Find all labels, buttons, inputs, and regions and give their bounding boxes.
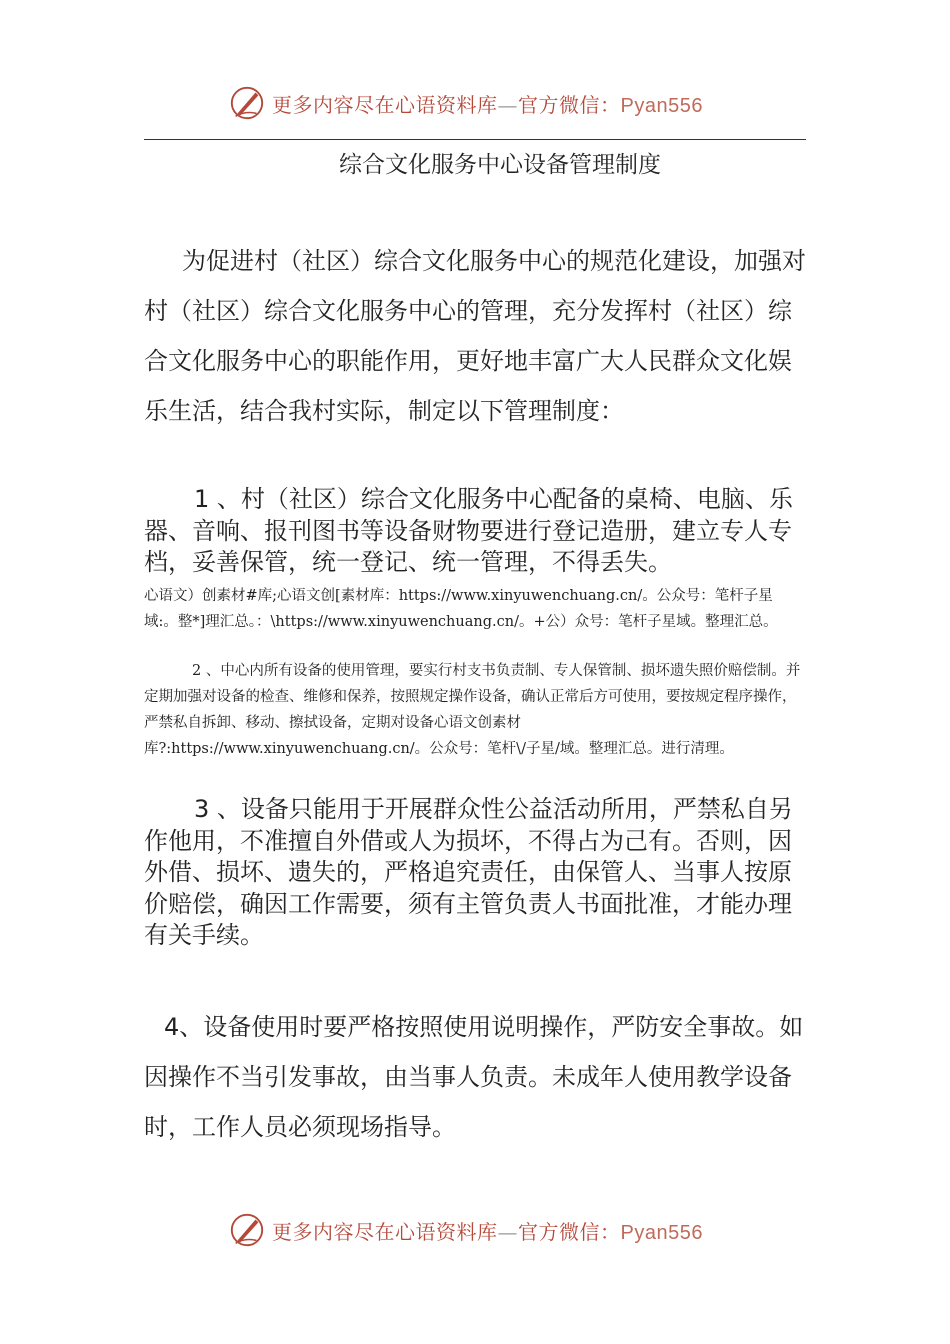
item-1-paragraph: 1 、村（社区）综合文化服务中心配备的桌椅、电脑、乐器、音响、报刊图书等设备财物要进行登记造册，建立专人专档，妥善保管，统一登记、统一管理，不得丢失。 — [144, 485, 793, 576]
item-2-paragraph: 2 、中心内所有设备的使用管理，要实行村支书负责制、专人保管制、损坏遗失照价赔偿制。并定期加强对设备的检查、维修和保养，按照规定操作设备，确认正常后方可使用，要按规定程序操作，严禁私自拆卸、移动、擦拭设备，定期对设备心语文创素材库?:https://www.xinyuwenchuang.cn/。公众号：笔杆\/子星/域。整理汇总。进行清理。 — [144, 663, 801, 757]
banner-label: 官方微信： — [518, 1219, 621, 1244]
brand — [228, 1205, 703, 1255]
banner-separator: — — [497, 92, 518, 117]
banner-text: 更多内容尽在心语资料库 — [272, 92, 498, 117]
banner-label: 官方微信： — [518, 92, 621, 117]
pen-logo-icon — [228, 84, 266, 122]
pen-logo-icon — [228, 1211, 266, 1249]
intro-paragraph: 为促进村（社区）综合文化服务中心的规范化建设，加强对村（社区）综合文化服务中心的管理，充分发挥村（社区）综合文化服务中心的职能作用，更好地丰富广大人民群众文化娱乐生活，结合我村实际，制定以下管理制度： — [144, 247, 806, 425]
banner-handle: Pyan556 — [620, 94, 703, 117]
banner-handle: Pyan556 — [620, 1221, 703, 1244]
brand — [228, 78, 703, 128]
header-banner — [0, 78, 950, 128]
footer-banner — [0, 1205, 950, 1255]
banner-separator: — — [497, 1219, 518, 1244]
banner-text: 更多内容尽在心语资料库 — [272, 1219, 498, 1244]
header-rule — [144, 139, 806, 140]
item-3-paragraph: 3 、设备只能用于开展群众性公益活动所用，严禁私自另作他用，不准擅自外借或人为损坏，不得占为己有。否则，因外借、损坏、遗失的，严格追究责任，由保管人、当事人按原价赔偿，确因工作需要，须有主管负责人书面批准，才能办理有关手续。 — [144, 795, 793, 949]
small-text-1: 心语文）创素材#库;心语文创[素材库：https://www.xinyuwenchuang.cn/。公众号：笔杆子星域:。整*]理汇总。：\https://www.xinyuwenchuang.cn/。+公）众号：笔杆子星域。整理汇总。 — [144, 588, 778, 630]
item-4-paragraph: 4、设备使用时要严格按照使用说明操作，严防安全事故。如因操作不当引发事故，由当事人负责。未成年人使用教学设备时，工作人员必须现场指导。 — [144, 1013, 804, 1141]
document-title: 综合文化服务中心设备管理制度 — [339, 152, 661, 178]
